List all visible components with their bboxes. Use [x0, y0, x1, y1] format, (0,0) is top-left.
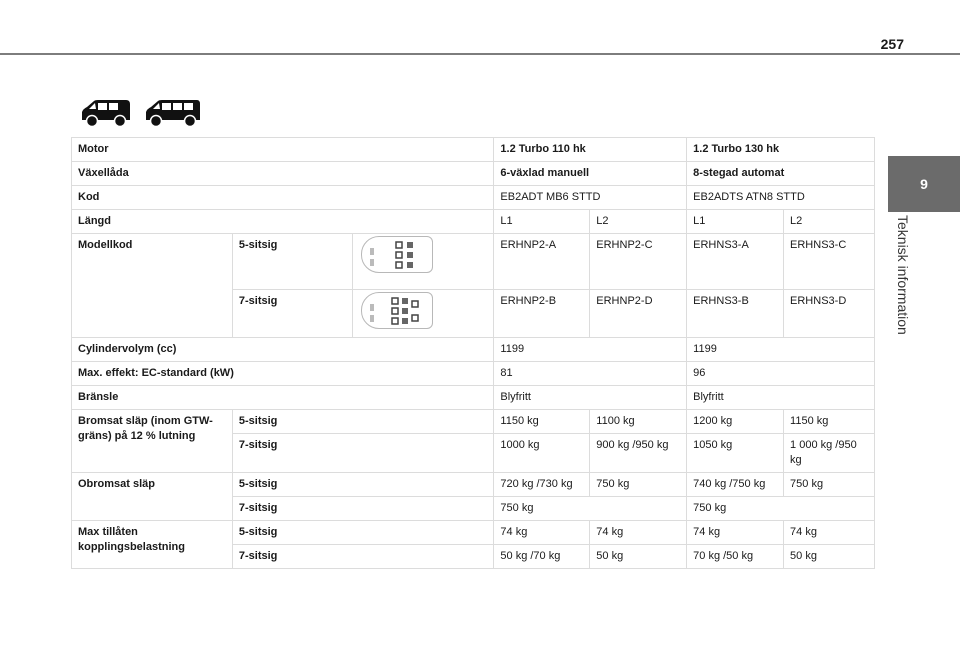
cell: 740 kg /750 kg — [687, 473, 784, 497]
row-label: Bromsat släp (inom GTW-gräns) på 12 % lutning — [72, 410, 233, 473]
seat-label: 7-sitsig — [232, 290, 352, 338]
cell: 750 kg — [687, 497, 875, 521]
seat-label: 5-sitsig — [232, 234, 352, 290]
cell: 1100 kg — [590, 410, 687, 434]
cell: EB2ADT MB6 STTD — [494, 186, 687, 210]
cell: 1.2 Turbo 130 hk — [687, 138, 875, 162]
cell: ERHNS3-A — [687, 234, 784, 290]
chapter-tab[interactable] — [888, 156, 960, 212]
page-number: 257 — [880, 36, 904, 52]
table-row — [72, 338, 875, 362]
cell: 750 kg — [494, 497, 687, 521]
cell: 8-stegad automat — [687, 162, 875, 186]
cell: Blyfritt — [687, 386, 875, 410]
cell: 1000 kg — [494, 434, 590, 473]
chapter-title-text: Teknisk information — [895, 215, 911, 335]
table-row — [72, 521, 875, 545]
cell: 74 kg — [590, 521, 687, 545]
row-label: Längd — [72, 210, 494, 234]
cell: 6-växlad manuell — [494, 162, 687, 186]
cell: 50 kg — [784, 545, 875, 569]
cell: ERHNP2-B — [494, 290, 590, 338]
chapter-number: 9 — [920, 176, 928, 192]
cell: 1 000 kg /950 kg — [784, 434, 875, 473]
cell: 1199 — [687, 338, 875, 362]
cell: L1 — [687, 210, 784, 234]
cell: 74 kg — [494, 521, 590, 545]
chapter-title — [889, 215, 913, 365]
van-l1-icon — [80, 98, 132, 128]
seat-label: 5-sitsig — [232, 410, 494, 434]
cell: 74 kg — [784, 521, 875, 545]
cell: 81 — [494, 362, 687, 386]
table-row — [72, 162, 875, 186]
cell: ERHNP2-A — [494, 234, 590, 290]
header-rule — [0, 53, 960, 55]
cell: EB2ADTS ATN8 STTD — [687, 186, 875, 210]
seat-layout-cell — [352, 290, 494, 338]
table-row — [72, 186, 875, 210]
cell: ERHNS3-D — [784, 290, 875, 338]
cell: ERHNS3-B — [687, 290, 784, 338]
row-label: Kod — [72, 186, 494, 210]
cell: 900 kg /950 kg — [590, 434, 687, 473]
cell: 1150 kg — [494, 410, 590, 434]
table-row — [72, 473, 875, 497]
cell: 720 kg /730 kg — [494, 473, 590, 497]
spec-table — [71, 137, 875, 569]
seat-label: 5-sitsig — [232, 473, 494, 497]
cell: 1.2 Turbo 110 hk — [494, 138, 687, 162]
cell: 50 kg /70 kg — [494, 545, 590, 569]
cell: 1050 kg — [687, 434, 784, 473]
row-label: Modellkod — [72, 234, 233, 338]
van-l2-icon — [144, 98, 202, 128]
seat-label: 7-sitsig — [232, 434, 494, 473]
table-row — [72, 234, 875, 290]
seat-label: 7-sitsig — [232, 497, 494, 521]
table-row — [72, 210, 875, 234]
cell: 96 — [687, 362, 875, 386]
cell: 50 kg — [590, 545, 687, 569]
table-row — [72, 386, 875, 410]
cell: 74 kg — [687, 521, 784, 545]
table-row — [72, 138, 875, 162]
seat-layout-cell — [352, 234, 494, 290]
row-label: Obromsat släp — [72, 473, 233, 521]
cell: 1199 — [494, 338, 687, 362]
row-label: Motor — [72, 138, 494, 162]
row-label: Max tillåten kopplingsbelastning — [72, 521, 233, 569]
table-row — [72, 362, 875, 386]
cell: L2 — [784, 210, 875, 234]
cell: 1150 kg — [784, 410, 875, 434]
seat-layout-5-icon — [361, 236, 433, 273]
table-row — [72, 410, 875, 434]
cell: 70 kg /50 kg — [687, 545, 784, 569]
row-label: Växellåda — [72, 162, 494, 186]
cell: L2 — [590, 210, 687, 234]
row-label: Max. effekt: EC-standard (kW) — [72, 362, 494, 386]
cell: 750 kg — [590, 473, 687, 497]
cell: 750 kg — [784, 473, 875, 497]
row-label: Cylindervolym (cc) — [72, 338, 494, 362]
vehicle-icons — [80, 98, 202, 128]
seat-layout-7-icon — [361, 292, 433, 329]
cell: ERHNP2-C — [590, 234, 687, 290]
cell: Blyfritt — [494, 386, 687, 410]
cell: 1200 kg — [687, 410, 784, 434]
cell: ERHNP2-D — [590, 290, 687, 338]
seat-label: 7-sitsig — [232, 545, 494, 569]
seat-label: 5-sitsig — [232, 521, 494, 545]
cell: ERHNS3-C — [784, 234, 875, 290]
row-label: Bränsle — [72, 386, 494, 410]
cell: L1 — [494, 210, 590, 234]
